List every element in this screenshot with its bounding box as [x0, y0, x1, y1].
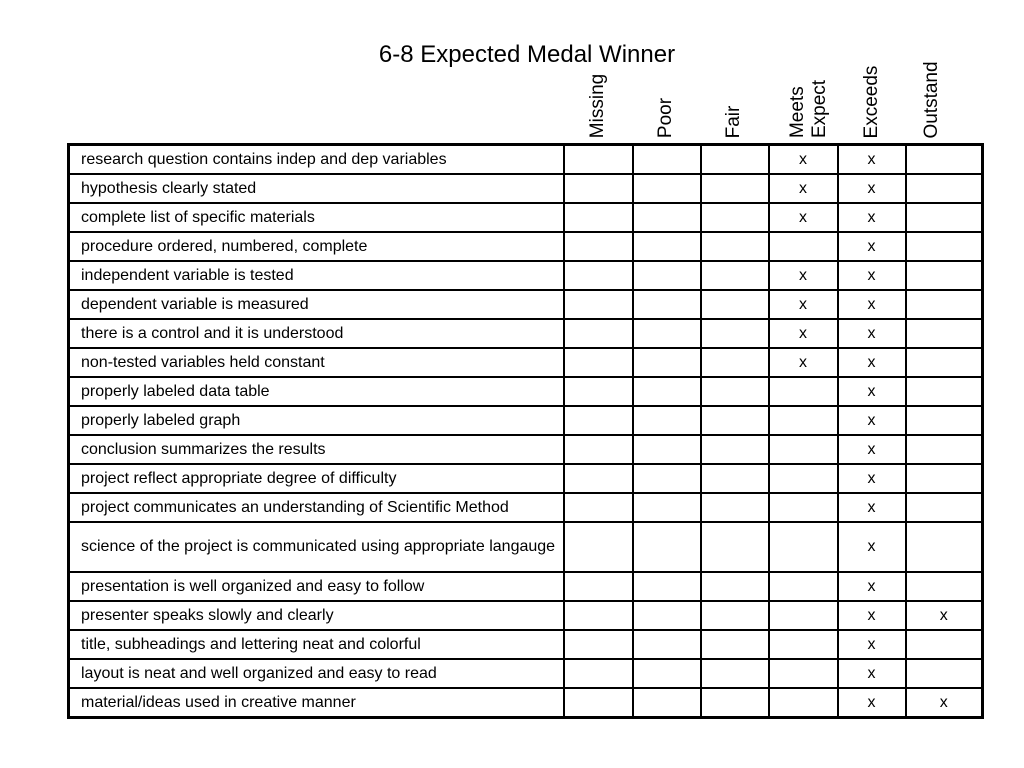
mark-cell [701, 688, 769, 718]
mark-cell [564, 601, 633, 630]
mark-cell: x [838, 290, 906, 319]
mark-cell [633, 435, 701, 464]
mark-cell [564, 348, 633, 377]
criterion-cell: complete list of specific materials [69, 203, 564, 232]
mark-cell: x [838, 601, 906, 630]
criterion-cell: presenter speaks slowly and clearly [69, 601, 564, 630]
mark-cell [769, 630, 838, 659]
mark-cell: x [838, 688, 906, 718]
mark-cell [564, 659, 633, 688]
table-row [69, 464, 983, 493]
mark-cell: x [838, 406, 906, 435]
mark-cell [633, 203, 701, 232]
column-header-line: Fair [723, 105, 744, 138]
mark-cell [701, 522, 769, 572]
table-row [69, 630, 983, 659]
mark-cell [906, 493, 983, 522]
table-row [69, 406, 983, 435]
mark-cell [564, 435, 633, 464]
column-header [861, 65, 883, 138]
mark-cell [633, 688, 701, 718]
mark-cell: x [769, 174, 838, 203]
mark-cell [906, 630, 983, 659]
mark-cell: x [838, 377, 906, 406]
column-header [921, 61, 943, 138]
column-header-line: Poor [655, 97, 676, 139]
mark-cell: x [769, 145, 838, 175]
mark-cell: x [769, 290, 838, 319]
mark-cell: x [838, 464, 906, 493]
column-header-line: Missing [587, 73, 608, 139]
mark-cell [633, 493, 701, 522]
mark-cell [701, 203, 769, 232]
mark-cell [633, 659, 701, 688]
mark-cell: x [838, 203, 906, 232]
criterion-cell: conclusion summarizes the results [69, 435, 564, 464]
mark-cell [633, 377, 701, 406]
criterion-cell: research question contains indep and dep variables [69, 145, 564, 175]
criterion-cell: project reflect appropriate degree of difficulty [69, 464, 564, 493]
mark-cell [701, 572, 769, 601]
mark-cell [701, 493, 769, 522]
mark-cell [633, 261, 701, 290]
mark-cell [769, 406, 838, 435]
column-header-line: Meets [787, 86, 808, 139]
mark-cell [769, 464, 838, 493]
mark-cell [564, 493, 633, 522]
table-row [69, 659, 983, 688]
mark-cell [906, 319, 983, 348]
mark-cell [633, 319, 701, 348]
mark-cell [564, 261, 633, 290]
table-row [69, 348, 983, 377]
column-header-line: Exceeds [861, 65, 882, 138]
criterion-cell: non-tested variables held constant [69, 348, 564, 377]
mark-cell [906, 522, 983, 572]
mark-cell: x [838, 319, 906, 348]
table-row [69, 203, 983, 232]
mark-cell: x [838, 630, 906, 659]
mark-cell [906, 232, 983, 261]
mark-cell: x [769, 203, 838, 232]
mark-cell [701, 659, 769, 688]
mark-cell: x [838, 261, 906, 290]
criterion-cell: procedure ordered, numbered, complete [69, 232, 564, 261]
criterion-cell: properly labeled data table [69, 377, 564, 406]
mark-cell [906, 145, 983, 175]
mark-cell [633, 464, 701, 493]
mark-cell [701, 406, 769, 435]
mark-cell [906, 572, 983, 601]
mark-cell [633, 572, 701, 601]
mark-cell [906, 348, 983, 377]
mark-cell: x [838, 572, 906, 601]
mark-cell [564, 319, 633, 348]
table-row [69, 261, 983, 290]
criterion-cell: project communicates an understanding of Scientific Method [69, 493, 564, 522]
criterion-cell: hypothesis clearly stated [69, 174, 564, 203]
mark-cell [701, 435, 769, 464]
table-row [69, 290, 983, 319]
mark-cell [769, 435, 838, 464]
mark-cell [906, 435, 983, 464]
mark-cell [564, 630, 633, 659]
mark-cell: x [838, 435, 906, 464]
mark-cell [701, 348, 769, 377]
mark-cell [633, 290, 701, 319]
mark-cell [633, 630, 701, 659]
mark-cell: x [838, 522, 906, 572]
table-row [69, 522, 983, 572]
table-row [69, 232, 983, 261]
mark-cell [769, 522, 838, 572]
mark-cell [564, 232, 633, 261]
mark-cell [769, 493, 838, 522]
mark-cell [564, 522, 633, 572]
mark-cell [701, 145, 769, 175]
mark-cell: x [838, 145, 906, 175]
table-row [69, 493, 983, 522]
criterion-cell: material/ideas used in creative manner [69, 688, 564, 718]
table-row [69, 377, 983, 406]
table-row [69, 601, 983, 630]
mark-cell [564, 406, 633, 435]
mark-cell [564, 203, 633, 232]
table-row [69, 572, 983, 601]
mark-cell [906, 174, 983, 203]
table-row [69, 174, 983, 203]
mark-cell [564, 688, 633, 718]
mark-cell [633, 232, 701, 261]
mark-cell [633, 145, 701, 175]
criterion-cell: properly labeled graph [69, 406, 564, 435]
mark-cell [633, 348, 701, 377]
criterion-cell: layout is neat and well organized and easy to read [69, 659, 564, 688]
mark-cell: x [769, 348, 838, 377]
mark-cell: x [906, 688, 983, 718]
criterion-cell: presentation is well organized and easy to follow [69, 572, 564, 601]
mark-cell [701, 290, 769, 319]
mark-cell [564, 464, 633, 493]
rubric-table [67, 143, 984, 719]
table-row [69, 319, 983, 348]
mark-cell [633, 406, 701, 435]
mark-cell [701, 464, 769, 493]
criterion-cell: science of the project is communicated using appropriate langauge [69, 522, 564, 572]
mark-cell [769, 601, 838, 630]
criterion-cell: independent variable is tested [69, 261, 564, 290]
mark-cell [906, 377, 983, 406]
mark-cell: x [838, 348, 906, 377]
mark-cell: x [838, 232, 906, 261]
mark-cell [769, 688, 838, 718]
mark-cell [769, 572, 838, 601]
column-header [787, 80, 831, 138]
mark-cell [564, 377, 633, 406]
mark-cell [701, 630, 769, 659]
mark-cell [564, 290, 633, 319]
column-header-line: Expect [809, 79, 830, 139]
mark-cell [701, 174, 769, 203]
table-row [69, 688, 983, 718]
criterion-cell: title, subheadings and lettering neat and colorful [69, 630, 564, 659]
table-row [69, 435, 983, 464]
mark-cell [906, 659, 983, 688]
criterion-cell: dependent variable is measured [69, 290, 564, 319]
column-header-line: Outstand [921, 60, 942, 139]
mark-cell [633, 174, 701, 203]
mark-cell [906, 261, 983, 290]
column-header [723, 105, 745, 138]
mark-cell: x [769, 319, 838, 348]
mark-cell [564, 174, 633, 203]
column-header [655, 98, 677, 138]
mark-cell [769, 232, 838, 261]
mark-cell [769, 377, 838, 406]
mark-cell [769, 659, 838, 688]
mark-cell [906, 464, 983, 493]
mark-cell: x [838, 659, 906, 688]
mark-cell: x [906, 601, 983, 630]
mark-cell [701, 601, 769, 630]
mark-cell [564, 572, 633, 601]
mark-cell [633, 522, 701, 572]
criterion-cell: there is a control and it is understood [69, 319, 564, 348]
mark-cell [564, 145, 633, 175]
mark-cell [701, 319, 769, 348]
page-title: 6-8 Expected Medal Winner [378, 41, 676, 68]
table-row [69, 145, 983, 175]
mark-cell [633, 601, 701, 630]
mark-cell [906, 203, 983, 232]
mark-cell: x [838, 493, 906, 522]
mark-cell [701, 232, 769, 261]
mark-cell [906, 406, 983, 435]
mark-cell: x [838, 174, 906, 203]
mark-cell: x [769, 261, 838, 290]
mark-cell [701, 261, 769, 290]
column-header [587, 74, 609, 138]
mark-cell [906, 290, 983, 319]
mark-cell [701, 377, 769, 406]
